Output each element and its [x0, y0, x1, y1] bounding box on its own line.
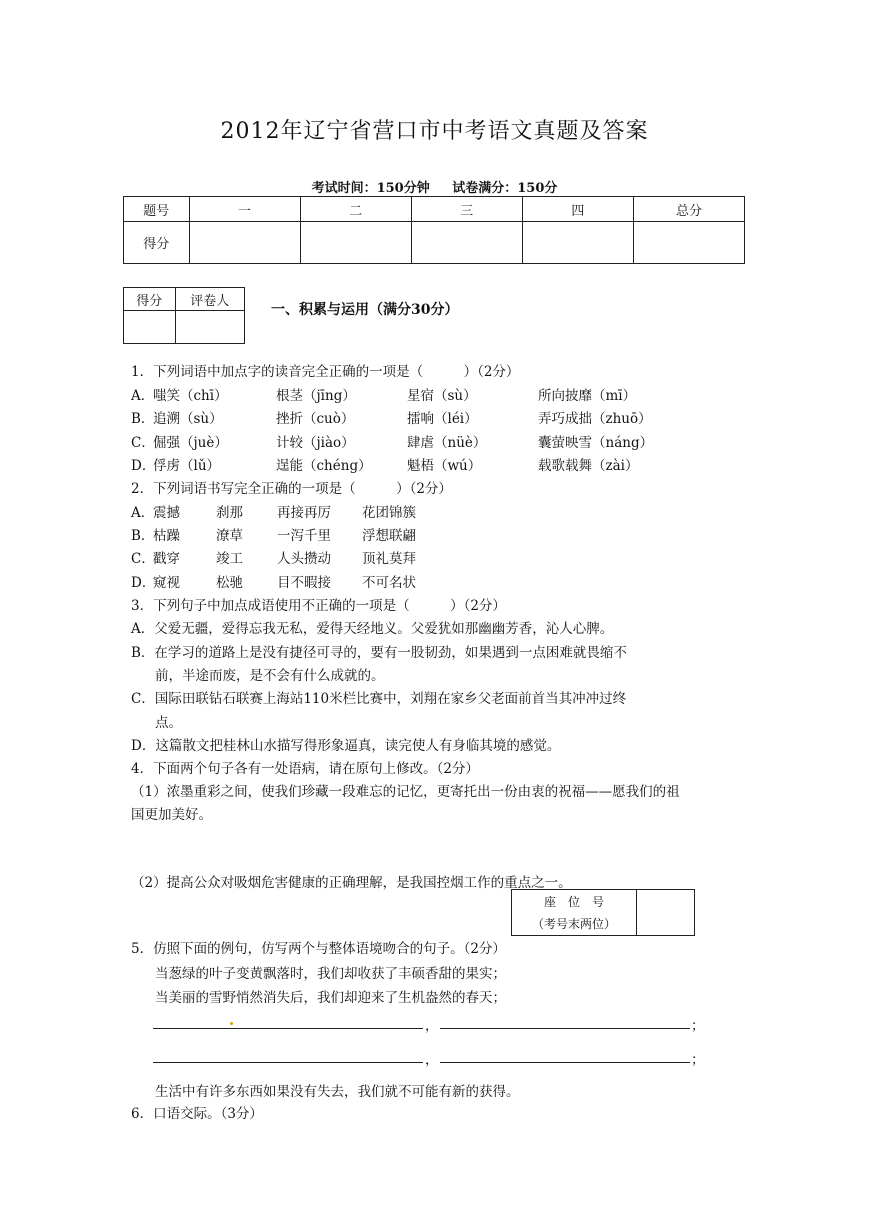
- page-title: 2012年辽宁省营口市中考语文真题及答案: [220, 119, 649, 144]
- q2-option-c-3: 人头攒动: [277, 551, 331, 567]
- q2-option-c-4: 顶礼莫拜: [362, 551, 416, 567]
- q2-option-d-label: D．: [131, 575, 156, 591]
- score-header-cell: 总分: [633, 197, 744, 222]
- q2-option-a-2: 刹那: [216, 505, 243, 521]
- q2-option-b-1: 枯躁: [153, 528, 180, 544]
- q5-answer-blank-1a[interactable]: [153, 1028, 423, 1029]
- q4-stem: 4．下面两个句子各有一处语病，请在原句上修改。（2分）: [131, 761, 479, 777]
- q2-option-d-2: 松驰: [216, 575, 243, 591]
- q1-option-d-2: 逞能（chéng）: [276, 458, 372, 474]
- exam-time: 考试时间：150分钟: [311, 181, 430, 196]
- q2-option-c-1: 戳穿: [153, 551, 180, 567]
- q2-option-c-2: 竣工: [216, 551, 243, 567]
- q3-stem: 3．下列句子中加点成语使用不正确的一项是（ ）（2分）: [131, 598, 506, 614]
- q1-option-a-2: 根茎（jīng）: [276, 388, 356, 404]
- q5-comma-2: ，: [425, 1052, 439, 1068]
- q2-option-b-4: 浮想联翩: [362, 528, 416, 544]
- score-header-cell: 三: [411, 197, 522, 222]
- score-table: [123, 196, 745, 264]
- score-header-cell: 二: [300, 197, 411, 222]
- q5-ending: 生活中有许多东西如果没有失去，我们就不可能有新的获得。: [155, 1084, 520, 1100]
- seat-number-title: 座 位 号: [543, 894, 604, 909]
- q1-option-c-2: 计较（jiào）: [276, 435, 355, 451]
- score-header-cell: 四: [522, 197, 633, 222]
- q1-option-b-1: 追溯（sù）: [153, 411, 223, 427]
- q5-example-1: 当葱绿的叶子变黄飘落时，我们却收获了丰硕香甜的果实；: [155, 966, 506, 982]
- q2-option-b-2: 潦草: [216, 528, 243, 544]
- q1-option-c-label: C．: [131, 435, 155, 451]
- q3-option-c-line1: C．国际田联钻石联赛上海站110米栏比赛中，刘翔在家乡父老面前首当其冲冲过终: [131, 691, 627, 707]
- q5-semicolon-2: ；: [691, 1052, 705, 1068]
- q1-option-a-1: 嗤笑（chī）: [153, 388, 228, 404]
- q3-option-c-line2: 点。: [155, 715, 182, 731]
- q1-option-d-3: 魁梧（wú）: [407, 458, 482, 474]
- q2-option-a-4: 花团锦簇: [362, 505, 416, 521]
- grader-score-cell[interactable]: [124, 311, 176, 344]
- q1-option-a-3: 星宿（sù）: [407, 388, 477, 404]
- score-cell[interactable]: [300, 222, 411, 264]
- q1-stem: 1．下列词语中加点字的读音完全正确的一项是（ ）（2分）: [131, 364, 520, 380]
- q4-sentence-1-line1: （1）浓墨重彩之间，使我们珍藏一段难忘的记忆，更寄托出一份由衷的祝福——愿我们的祖: [131, 784, 680, 800]
- q1-option-a-4: 所向披靡（mī）: [538, 388, 637, 404]
- q2-option-a-label: A．: [131, 505, 155, 521]
- q1-option-c-1: 倔强（juè）: [153, 435, 228, 451]
- score-cell[interactable]: [189, 222, 300, 264]
- seat-number-input[interactable]: [637, 890, 695, 936]
- grader-name-header: 评卷人: [175, 288, 244, 311]
- q5-answer-blank-2b[interactable]: [440, 1062, 690, 1063]
- q1-option-d-1: 俘虏（lǔ）: [153, 458, 221, 474]
- q1-option-b-label: B．: [131, 411, 155, 427]
- q5-stem: 5．仿照下面的例句，仿写两个与整体语境吻合的句子。（2分）: [131, 941, 506, 957]
- q1-option-a-label: A．: [131, 388, 155, 404]
- q2-option-d-1: 窥视: [153, 575, 180, 591]
- q6-stem: 6．口语交际。（3分）: [131, 1106, 263, 1122]
- q4-sentence-1-line2: 国更加美好。: [131, 807, 212, 823]
- score-row-label: 得分: [124, 222, 190, 264]
- q5-example-2: 当美丽的雪野悄然消失后，我们却迎来了生机盎然的春天；: [155, 990, 506, 1006]
- score-cell[interactable]: [522, 222, 633, 264]
- q1-option-c-4: 囊萤映雪（náng）: [538, 435, 654, 451]
- section-title: 一、积累与运用（满分30分）: [271, 302, 459, 318]
- q1-option-b-2: 挫折（cuò）: [276, 411, 355, 427]
- grader-name-cell[interactable]: [175, 311, 244, 344]
- q5-semicolon-1: ；: [691, 1018, 705, 1034]
- q3-option-b-line2: 前，半途而废，是不会有什么成就的。: [155, 668, 385, 684]
- score-header-cell: 一: [189, 197, 300, 222]
- exam-info: [0, 177, 869, 196]
- score-header-cell: 题号: [124, 197, 190, 222]
- q1-option-d-4: 载歌载舞（zài）: [538, 458, 639, 474]
- q2-option-a-3: 再接再厉: [277, 505, 331, 521]
- q1-option-b-3: 擂响（léi）: [407, 411, 478, 427]
- q5-comma-1: ，: [425, 1018, 439, 1034]
- seat-number-box: [511, 889, 695, 936]
- q2-stem: 2．下列词语书写完全正确的一项是（ ）（2分）: [131, 481, 452, 497]
- q5-answer-blank-2a[interactable]: [153, 1062, 423, 1063]
- q2-option-d-3: 目不暇接: [277, 575, 331, 591]
- q3-option-d: D．这篇散文把桂林山水描写得形象逼真，读完使人有身临其境的感觉。: [131, 738, 561, 754]
- q1-option-c-3: 肆虐（nüè）: [407, 435, 487, 451]
- seat-number-label: [512, 890, 637, 936]
- q1-option-d-label: D．: [131, 458, 156, 474]
- q2-option-b-label: B．: [131, 528, 155, 544]
- q2-option-c-label: C．: [131, 551, 155, 567]
- q4-sentence-2: （2）提高公众对吸烟危害健康的正确理解，是我国控烟工作的重点之一。: [131, 875, 572, 891]
- score-cell[interactable]: [411, 222, 522, 264]
- q2-option-d-4: 不可名状: [362, 575, 416, 591]
- exam-full-score: 试卷满分：150分: [452, 181, 558, 196]
- seat-number-note: （考号末两位）: [531, 916, 616, 931]
- q2-option-b-3: 一泻千里: [277, 528, 331, 544]
- q1-option-b-4: 弄巧成拙（zhuō）: [538, 411, 652, 427]
- grader-score-header: 得分: [124, 288, 176, 311]
- q2-option-a-1: 震撼: [153, 505, 180, 521]
- stray-mark: [230, 1022, 233, 1025]
- q3-option-a: A．父爱无疆，爱得忘我无私，爱得天经地义。父爱犹如那幽幽芳香，沁人心脾。: [131, 621, 614, 637]
- score-cell[interactable]: [633, 222, 744, 264]
- grader-table: [123, 287, 245, 344]
- q5-answer-blank-1b[interactable]: [440, 1028, 690, 1029]
- q3-option-b-line1: B．在学习的道路上是没有捷径可寻的，要有一股韧劲，如果遇到一点困难就畏缩不: [131, 645, 627, 661]
